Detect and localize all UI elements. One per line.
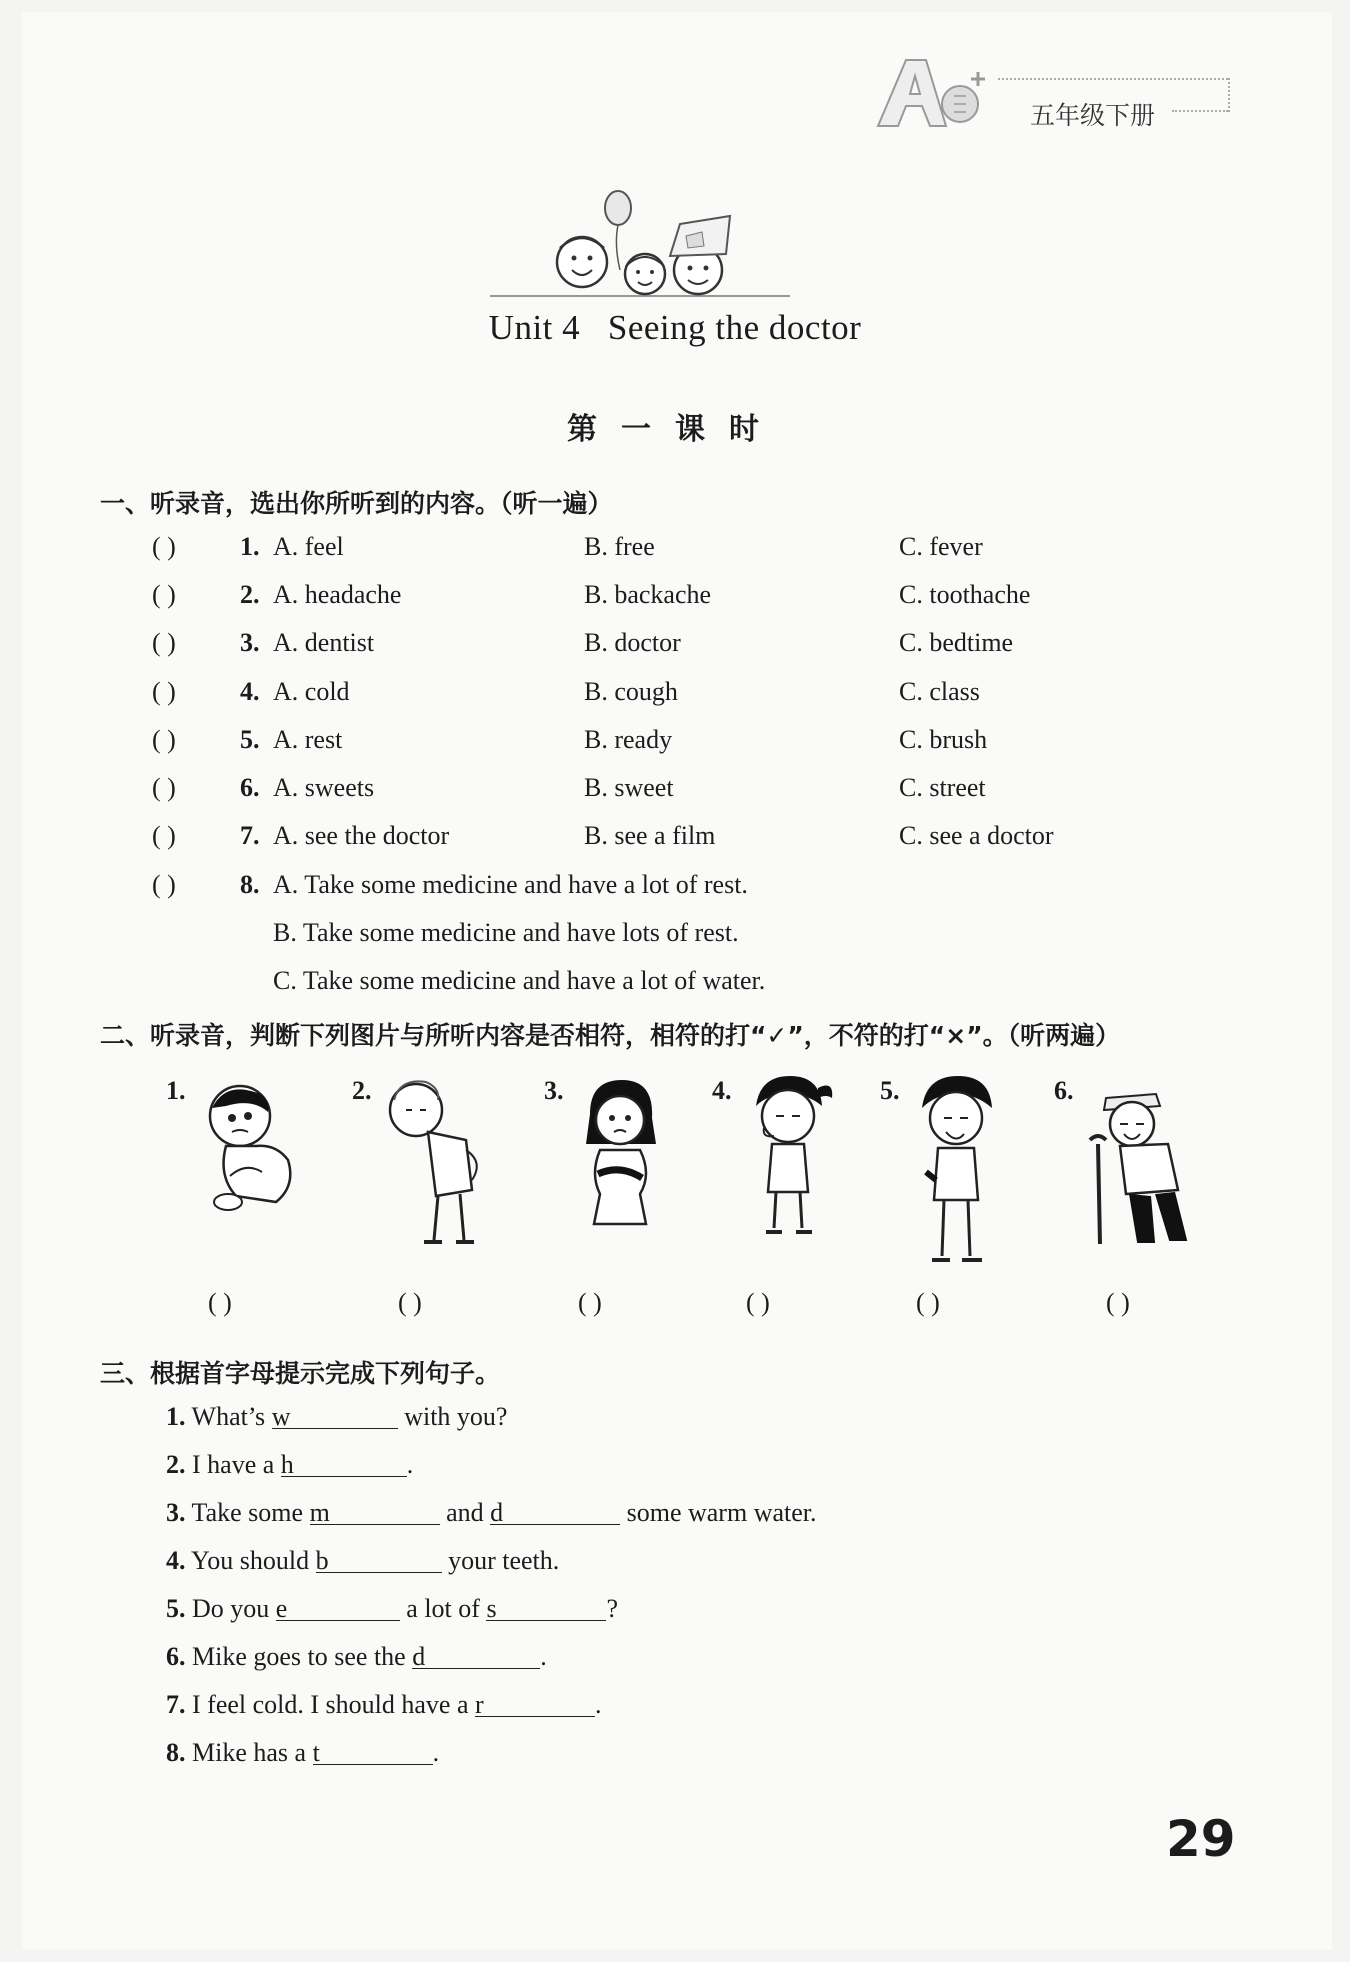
fill-blank[interactable] — [281, 1450, 407, 1477]
old-man-with-cane-icon — [1080, 1074, 1210, 1254]
sentence-1 — [166, 1402, 507, 1432]
fill-blank[interactable] — [313, 1738, 433, 1765]
picture-number: 4. — [712, 1076, 732, 1105]
sentence-text: ? — [606, 1594, 618, 1623]
old-man-with-backache-icon — [376, 1070, 496, 1250]
fill-blank[interactable] — [316, 1546, 442, 1573]
sentence-text: . — [595, 1690, 602, 1719]
initial-letter: w — [271, 1402, 291, 1431]
question-number: 5. — [240, 724, 260, 754]
fill-blank[interactable] — [412, 1642, 540, 1669]
girl-with-toothache-icon — [738, 1072, 838, 1242]
section3-title: 三、根据首字母提示完成下列句子。 — [100, 1359, 501, 1388]
sentence-text: . — [432, 1738, 440, 1767]
option-b: B. ready — [584, 724, 673, 754]
sentence-6 — [166, 1642, 547, 1672]
sentence-text: your teeth. — [441, 1546, 560, 1575]
answer-paren[interactable]: ( ) — [916, 1288, 940, 1317]
sentence-text: What’s — [191, 1402, 272, 1431]
header-rule — [998, 78, 1228, 81]
option-a: A. rest — [273, 724, 343, 754]
option-c: C. street — [899, 773, 986, 802]
girl-holding-stomach-icon — [570, 1074, 670, 1234]
answer-paren[interactable]: ( ) — [578, 1288, 602, 1317]
option-a: A. Take some medicine and have a lot of rest. — [273, 870, 748, 899]
initial-letter: r — [475, 1690, 484, 1719]
sentence-text: . — [406, 1450, 414, 1479]
option-c: C. brush — [899, 724, 988, 754]
picture-number: 2. — [352, 1076, 372, 1105]
option-b: B. doctor — [584, 628, 681, 658]
sentence-text: I have a — [192, 1450, 281, 1479]
lesson-title: 第一课时 — [567, 412, 783, 447]
initial-letter: d — [412, 1642, 426, 1671]
initial-letter: t — [312, 1738, 320, 1767]
picture-number: 6. — [1054, 1076, 1074, 1105]
sentence-5 — [166, 1594, 618, 1624]
sentence-text: Do you — [192, 1594, 276, 1623]
option-b: B. sweet — [584, 773, 674, 802]
sentence-8 — [166, 1738, 439, 1768]
option-b: B. free — [584, 532, 655, 561]
option-c: C. see a doctor — [899, 821, 1054, 851]
answer-paren[interactable]: ( ) — [152, 821, 176, 851]
answer-paren[interactable]: ( ) — [152, 532, 176, 561]
sentence-text: Mike goes to see the — [192, 1642, 413, 1671]
fill-blank[interactable] — [475, 1690, 595, 1717]
question-number: 6. — [166, 1642, 186, 1671]
answer-paren[interactable]: ( ) — [152, 773, 176, 802]
question-number: 8. — [240, 870, 260, 899]
question-number: 7. — [240, 821, 260, 851]
sentence-text: I feel cold. I should have a — [192, 1690, 476, 1719]
sentence-text: Take some — [191, 1498, 310, 1527]
unit-title: Unit 4 Seeing the doctor — [488, 308, 862, 347]
option-a: A. headache — [273, 580, 402, 610]
fill-blank[interactable] — [486, 1594, 606, 1621]
question-number: 3. — [166, 1498, 186, 1527]
a-plus-logo-icon — [870, 52, 1000, 134]
answer-paren[interactable]: ( ) — [1106, 1288, 1130, 1317]
question-number: 4. — [240, 676, 260, 706]
question-number: 6. — [240, 773, 260, 802]
answer-paren[interactable]: ( ) — [746, 1288, 770, 1317]
initial-letter: h — [280, 1450, 294, 1479]
option-c: C. class — [899, 676, 980, 706]
initial-letter: e — [275, 1594, 288, 1623]
question-number: 4. — [166, 1546, 186, 1575]
sentence-3 — [166, 1498, 817, 1528]
option-b: B. backache — [584, 580, 712, 610]
option-b: B. see a film — [584, 821, 716, 851]
picture-number: 1. — [166, 1076, 186, 1105]
page-number: 29 — [1166, 1810, 1236, 1868]
question-number: 5. — [166, 1594, 186, 1623]
fill-blank[interactable] — [276, 1594, 400, 1621]
answer-paren[interactable]: ( ) — [208, 1288, 232, 1317]
answer-paren[interactable]: ( ) — [398, 1288, 422, 1317]
initial-letter: m — [309, 1498, 330, 1527]
option-a: A. dentist — [273, 628, 375, 658]
question-number: 8. — [166, 1738, 186, 1767]
question-number: 3. — [240, 628, 260, 658]
question-number: 7. — [166, 1690, 186, 1719]
header-rule — [1228, 78, 1231, 112]
option-c: C. Take some medicine and have a lot of water. — [273, 966, 766, 995]
question-number: 1. — [166, 1402, 186, 1431]
sentence-text: . — [540, 1642, 547, 1671]
answer-paren[interactable]: ( ) — [152, 580, 176, 610]
answer-paren[interactable]: ( ) — [152, 724, 176, 754]
sentence-text: a lot of — [399, 1594, 487, 1623]
grade-label: 五年级下册 — [1030, 101, 1156, 130]
sentence-text: some warm water. — [620, 1498, 817, 1527]
question-number: 2. — [166, 1450, 186, 1479]
initial-letter: s — [486, 1594, 497, 1623]
answer-paren[interactable]: ( ) — [152, 628, 176, 658]
sentence-text: and — [439, 1498, 491, 1527]
option-c: C. fever — [899, 532, 983, 561]
boy-sitting-holding-knee-icon — [196, 1076, 306, 1226]
sentence-7 — [166, 1690, 602, 1720]
option-c: C. bedtime — [899, 628, 1014, 658]
section2-title: 二、听录音，判断下列图片与所听内容是否相符，相符的打“✓”，不符的打“×”。（听两遍） — [100, 1021, 1121, 1050]
fill-blank[interactable] — [490, 1498, 620, 1525]
option-a: A. sweets — [273, 773, 375, 802]
option-a: A. feel — [273, 532, 344, 561]
initial-letter: d — [490, 1498, 504, 1527]
girl-coughing-icon — [906, 1072, 1006, 1272]
sentence-text: You should — [191, 1546, 316, 1575]
section1-title: 一、听录音，选出你所听到的内容。（听一遍） — [100, 489, 613, 518]
option-b: B. Take some medicine and have lots of rest. — [273, 918, 739, 947]
fill-blank[interactable] — [310, 1498, 440, 1525]
answer-paren[interactable]: ( ) — [152, 870, 176, 899]
kids-with-balloon-icon — [490, 190, 800, 310]
initial-letter: b — [315, 1546, 329, 1575]
question-number: 2. — [240, 580, 260, 610]
sentence-text: with you? — [397, 1402, 508, 1431]
option-a: A. see the doctor — [273, 821, 450, 851]
question-number: 1. — [240, 532, 260, 561]
header-rule — [1172, 110, 1228, 113]
sentence-text: Mike has a — [192, 1738, 313, 1767]
picture-number: 5. — [880, 1076, 900, 1105]
answer-paren[interactable]: ( ) — [152, 676, 176, 706]
option-a: A. cold — [273, 676, 350, 706]
fill-blank[interactable] — [272, 1402, 398, 1429]
sentence-2 — [166, 1450, 413, 1480]
option-b: B. cough — [584, 676, 678, 706]
option-c: C. toothache — [899, 580, 1031, 610]
sentence-4 — [166, 1546, 559, 1576]
picture-number: 3. — [544, 1076, 564, 1105]
